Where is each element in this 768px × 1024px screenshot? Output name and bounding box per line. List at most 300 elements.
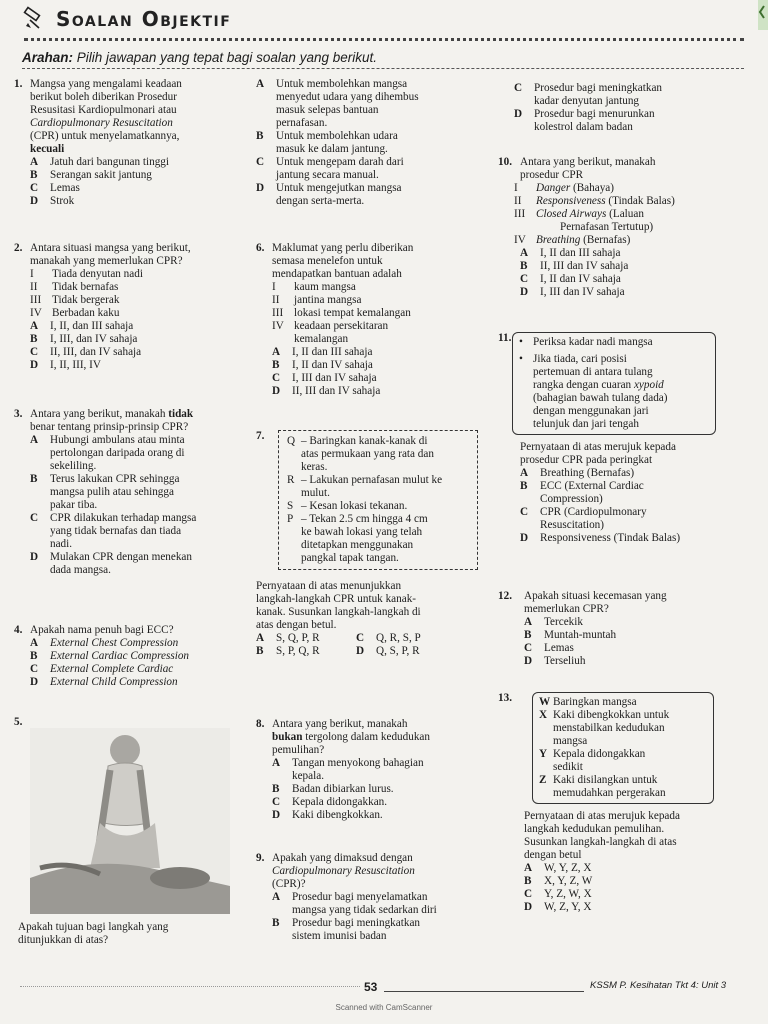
question-9-continued — [498, 82, 742, 134]
question-number: 7. — [256, 430, 265, 442]
option-line: Compression) — [540, 493, 603, 505]
roman-numeral: III — [272, 307, 284, 319]
instruction-divider — [22, 68, 744, 69]
option-text: Lemas — [50, 182, 80, 194]
option-a[interactable] — [524, 862, 742, 875]
option-text: Q, R, S, P — [376, 632, 421, 644]
step-key: X — [539, 709, 548, 721]
stem-emphasis: kecuali — [30, 143, 65, 155]
option-text: W, Z, Y, X — [544, 901, 592, 913]
option-c[interactable] — [520, 273, 742, 286]
option-text: Responsiveness (Tindak Balas) — [540, 532, 681, 544]
option-letter: D — [30, 195, 39, 207]
option-letter: A — [520, 467, 529, 479]
stem-line: atas dengan betul. — [256, 619, 337, 631]
option-b[interactable] — [30, 333, 250, 346]
option-text: S, Q, P, R — [276, 632, 320, 644]
option-line: Untuk mengepam darah dari — [276, 156, 404, 168]
roman-numeral: III — [30, 294, 42, 306]
option-d[interactable] — [30, 676, 250, 689]
statement — [514, 182, 742, 195]
step-p — [287, 513, 469, 565]
question-number: 1. — [14, 78, 23, 90]
bullet-line: (bahagian bawah tulang dada) — [533, 392, 668, 404]
question-stem — [30, 408, 250, 434]
option-c[interactable] — [30, 512, 250, 551]
question-stem — [520, 441, 742, 467]
option-d[interactable] — [30, 551, 250, 577]
statement-text: (Bernafas) — [583, 234, 631, 246]
step-z — [539, 774, 707, 800]
stem-line: berikut boleh diberikan Prosedur — [30, 91, 177, 103]
option-d[interactable] — [524, 655, 742, 668]
step-key: R — [287, 474, 295, 486]
pencil-icon — [22, 6, 48, 32]
option-letter: D — [520, 532, 529, 544]
option-text: Serangan sakit jantung — [50, 169, 152, 181]
option-d[interactable] — [272, 809, 494, 822]
option-letter: A — [30, 156, 39, 168]
option-text: Kepala didongakkan. — [292, 796, 388, 808]
option-d[interactable] — [520, 286, 742, 299]
option-letter: D — [256, 182, 265, 194]
question-13 — [498, 692, 742, 914]
question-number: 8. — [256, 718, 265, 730]
steps-box — [278, 430, 478, 570]
option-line: masuk selepas bantuan — [276, 104, 379, 116]
roman-numeral: I — [30, 268, 34, 280]
header-divider — [24, 38, 744, 41]
step-key: Y — [539, 748, 548, 760]
question-number: 9. — [256, 852, 265, 864]
bullet-line: rangka dengan cuaran — [533, 379, 632, 391]
instruction — [22, 50, 377, 65]
option-letter: A — [272, 757, 281, 769]
statement-line: kemalangan — [294, 333, 349, 345]
stem-line: Maklumat yang perlu diberikan — [272, 242, 414, 254]
statement-text: kaum mangsa — [294, 281, 356, 293]
question-stem — [520, 156, 742, 182]
statement-term: Danger — [536, 182, 571, 194]
roman-numeral: IV — [272, 320, 284, 332]
stem-line: Apakah tujuan bagi langkah yang — [18, 921, 169, 933]
option-text: External Chest Compression — [50, 637, 179, 649]
stem-line: Antara yang berikut, manakah — [30, 408, 166, 420]
option-letter: D — [524, 901, 533, 913]
option-text — [276, 182, 494, 208]
option-text: Tercekik — [544, 616, 583, 628]
question-number: 10. — [498, 156, 512, 168]
step-line: ke bawah lokasi yang telah — [301, 526, 423, 538]
footer-divider — [20, 986, 360, 987]
roman-numeral: I — [272, 281, 276, 293]
option-text: Lemas — [544, 642, 574, 654]
option-letter: C — [520, 506, 529, 518]
bullet-item: • Periksa kadar nadi mangsa — [519, 336, 709, 349]
option-a[interactable] — [30, 156, 250, 169]
option-text: Q, S, P, R — [376, 645, 420, 657]
option-letter: C — [30, 663, 39, 675]
statement — [30, 307, 250, 320]
option-d[interactable] — [30, 195, 250, 208]
question-number: 12. — [498, 590, 512, 602]
option-line: Untuk membolehkan udara — [276, 130, 398, 142]
option-letter: D — [514, 108, 523, 120]
roman-numeral: III — [514, 208, 526, 220]
option-text: Kaki dibengkokkan. — [292, 809, 383, 821]
option-letter: D — [272, 809, 281, 821]
option-letter: B — [520, 480, 528, 492]
question-number: 3. — [14, 408, 23, 420]
option-text — [540, 480, 742, 506]
option-a[interactable] — [256, 78, 494, 130]
stem-line: Antara yang berikut, manakah — [272, 718, 408, 730]
stem-emphasis: tidak — [168, 408, 194, 420]
option-text: External Complete Cardiac — [50, 663, 174, 675]
statement-text: (Laluan — [609, 208, 644, 220]
stem-line: Susunkan langkah-langkah di atas — [524, 836, 677, 848]
question-9 — [256, 852, 494, 943]
statement — [514, 208, 742, 234]
bullet-line: Jika tiada, cari posisi — [533, 353, 627, 365]
option-text: I, III dan IV sahaja — [292, 372, 377, 384]
option-c[interactable] — [356, 632, 456, 645]
option-d[interactable] — [272, 385, 494, 398]
option-text: I, II dan IV sahaja — [292, 359, 373, 371]
option-text: I, II dan III sahaja — [540, 247, 621, 259]
question-1 — [14, 78, 250, 208]
option-c[interactable] — [256, 156, 494, 182]
statement — [272, 320, 494, 346]
option-letter: D — [272, 385, 281, 397]
option-text: II, III dan IV sahaja — [292, 385, 381, 397]
option-line: Resuscitation) — [540, 519, 605, 531]
question-3 — [14, 408, 250, 577]
stem-line: prosedur CPR pada peringkat — [520, 454, 653, 466]
bullet-line: telunjuk dan jari tengah — [533, 418, 639, 430]
step-y — [539, 748, 707, 774]
option-letter: B — [256, 130, 264, 142]
option-text — [50, 512, 250, 551]
bullet-text: Periksa kadar nadi mangsa — [533, 336, 653, 348]
option-d[interactable] — [256, 182, 494, 208]
option-a[interactable] — [272, 891, 494, 917]
option-a[interactable] — [272, 346, 494, 359]
question-12 — [498, 590, 742, 668]
option-line: Prosedur bagi meningkatkan — [534, 82, 663, 94]
option-d[interactable] — [356, 645, 456, 658]
bullet-item: • Jika tiada, cari posisi pertemuan di antara tulang rangka dengan cuaran xypoid (bahagian bawah tulang dada) dengan menggunakan jari telunjuk dan jari tengah — [519, 353, 709, 431]
step-key: W — [539, 696, 551, 708]
option-letter: C — [272, 372, 281, 384]
option-b[interactable] — [256, 130, 494, 156]
scanner-watermark: Scanned with CamScanner — [335, 1003, 433, 1012]
option-text: I, II, dan III sahaja — [50, 320, 134, 332]
statement-text: Tiada denyutan nadi — [52, 268, 143, 280]
stem-line: Antara yang berikut, manakah — [520, 156, 656, 168]
option-text: I, II dan III sahaja — [292, 346, 373, 358]
statement — [514, 195, 742, 208]
statement-text: (Tindak Balas) — [608, 195, 675, 207]
option-c[interactable] — [30, 346, 250, 359]
stem-line: langkah-langkah CPR untuk kanak- — [256, 593, 417, 605]
stem-line: Cardiopulmonary Resuscitation — [272, 865, 415, 877]
cpr-photo — [30, 728, 230, 914]
step-q — [287, 435, 469, 474]
option-letter: A — [256, 78, 265, 90]
steps-box — [532, 692, 714, 804]
option-text: External Cardiac Compression — [50, 650, 190, 662]
option-line: Tangan menyokong bahagian — [292, 757, 424, 769]
option-text: Breathing (Bernafas) — [540, 467, 635, 479]
statement-text: Tidak bernafas — [52, 281, 119, 293]
option-line: mangsa pulih atau sehingga — [50, 486, 174, 498]
option-text: II, III dan IV sahaja — [540, 260, 629, 272]
option-d[interactable] — [524, 901, 742, 914]
step-w — [539, 696, 707, 709]
option-line: jantung secara manual. — [276, 169, 379, 181]
option-letter: B — [256, 645, 264, 657]
option-text — [534, 82, 742, 108]
option-a[interactable] — [520, 247, 742, 260]
option-text — [50, 551, 250, 577]
option-line: pernafasan. — [276, 117, 328, 129]
option-text — [292, 757, 494, 783]
question-number: 11. — [498, 332, 512, 344]
book-reference: KSSM P. Kesihatan Tkt 4: Unit 3 — [590, 980, 727, 991]
roman-numeral: IV — [30, 307, 42, 319]
page-tab-icon — [754, 0, 768, 30]
statement-line: keadaan persekitaran — [294, 320, 389, 332]
option-text: Terseliuh — [544, 655, 586, 667]
option-line: CPR dilakukan terhadap mangsa — [50, 512, 197, 524]
option-letter: B — [30, 333, 38, 345]
option-text — [50, 473, 250, 512]
step-line: mangsa — [553, 735, 588, 747]
option-line: dengan serta-merta. — [276, 195, 365, 207]
stem-line: Apakah situasi kecemasan yang — [524, 590, 667, 602]
option-c[interactable] — [524, 888, 742, 901]
stem-line: ditunjukkan di atas? — [18, 934, 109, 946]
step-line: – Tekan 2.5 cm hingga 4 cm — [301, 513, 428, 525]
statement-term: Responsiveness — [536, 195, 606, 207]
option-letter: A — [30, 320, 39, 332]
option-letter: A — [30, 434, 39, 446]
statement — [272, 281, 494, 294]
option-text — [276, 130, 494, 156]
option-c[interactable] — [30, 182, 250, 195]
bullet-line: dengan menggunakan jari — [533, 405, 649, 417]
question-7 — [256, 430, 494, 658]
option-text — [276, 78, 494, 130]
step-r — [287, 474, 469, 500]
option-c[interactable] — [30, 663, 250, 676]
option-text: Y, Z, W, X — [544, 888, 592, 900]
option-b[interactable] — [272, 917, 494, 943]
option-line: sistem imunisi badan — [292, 930, 387, 942]
option-line: Terus lakukan CPR sehingga — [50, 473, 180, 485]
statement-text: Berbadan kaku — [52, 307, 120, 319]
stem-line: Pernyataan di atas merujuk kepada — [520, 441, 676, 453]
option-b[interactable] — [520, 260, 742, 273]
option-a[interactable] — [256, 632, 356, 645]
option-letter: A — [272, 346, 281, 358]
option-line: dada mangsa. — [50, 564, 111, 576]
question-stem — [256, 580, 494, 632]
step-line: keras. — [301, 461, 328, 473]
option-text: II, III, dan IV sahaja — [50, 346, 142, 358]
question-5-options — [256, 78, 494, 208]
option-a[interactable] — [520, 467, 742, 480]
option-letter: A — [272, 891, 281, 903]
option-letter: C — [524, 888, 533, 900]
option-a[interactable] — [30, 320, 250, 333]
option-letter: C — [272, 796, 281, 808]
question-stem — [30, 78, 250, 156]
question-stem — [524, 810, 742, 862]
step-key: Q — [287, 435, 296, 447]
option-text — [50, 434, 250, 473]
step-line: mulut. — [301, 487, 330, 499]
option-c[interactable] — [272, 372, 494, 385]
option-text: X, Y, Z, W — [544, 875, 593, 887]
option-letter: B — [524, 875, 532, 887]
stem-line: memerlukan CPR? — [524, 603, 609, 615]
option-c[interactable] — [520, 506, 742, 532]
statement — [272, 294, 494, 307]
option-text: External Child Compression — [50, 676, 178, 688]
statement-text — [294, 320, 494, 346]
option-text: I, II, III, IV — [50, 359, 101, 371]
option-letter: B — [524, 629, 532, 641]
option-line: nadi. — [50, 538, 73, 550]
option-line: menyedut udara yang dihembus — [276, 91, 419, 103]
section-header — [22, 2, 542, 36]
question-stem: Apakah nama penuh bagi ECC? — [30, 624, 174, 636]
option-b[interactable] — [30, 473, 250, 512]
option-line: CPR (Cardiopulmonary — [540, 506, 647, 518]
stem-line: benar tentang prinsip-prinsip CPR? — [30, 421, 189, 433]
option-b[interactable] — [524, 875, 742, 888]
option-letter: A — [30, 637, 39, 649]
question-2 — [14, 242, 250, 372]
option-letter: C — [30, 182, 39, 194]
option-letter: B — [272, 917, 280, 929]
step-line: Kaki disilangkan untuk — [553, 774, 658, 786]
option-line: Mulakan CPR dengan menekan — [50, 551, 192, 563]
option-letter: A — [520, 247, 529, 259]
option-b[interactable] — [30, 650, 250, 663]
stem-line: prosedur CPR — [520, 169, 584, 181]
step-key: S — [287, 500, 294, 512]
option-a[interactable] — [524, 616, 742, 629]
option-b[interactable] — [520, 480, 742, 506]
option-text: S, P, Q, R — [276, 645, 320, 657]
option-line: kolestrol dalam badan — [534, 121, 633, 133]
option-a[interactable] — [30, 434, 250, 473]
option-text: W, Y, Z, X — [544, 862, 592, 874]
option-letter: B — [272, 359, 280, 371]
option-text — [276, 156, 494, 182]
option-a[interactable] — [272, 757, 494, 783]
option-line: Untuk mengejutkan mangsa — [276, 182, 402, 194]
option-b[interactable] — [524, 629, 742, 642]
stem-line: kanak. Susunkan langkah-langkah di — [256, 606, 421, 618]
option-text — [534, 108, 742, 134]
option-d[interactable] — [520, 532, 742, 545]
question-10 — [498, 156, 742, 299]
step-line: Kepala didongakkan — [553, 748, 646, 760]
option-letter: D — [524, 655, 533, 667]
option-d[interactable] — [514, 108, 742, 134]
question-8 — [256, 718, 494, 822]
option-b[interactable] — [30, 169, 250, 182]
step-key: P — [287, 513, 294, 525]
option-a[interactable] — [30, 637, 250, 650]
option-b[interactable] — [272, 359, 494, 372]
instruction-text: Pilih jawapan yang tepat bagi soalan yang berikut. — [76, 50, 377, 65]
step-line: – Kesan lokasi tekanan. — [301, 500, 408, 512]
stem-line: manakah yang memerlukan CPR? — [30, 255, 183, 267]
step-line: atas permukaan yang rata dan — [301, 448, 434, 460]
option-text: Jatuh dari bangunan tinggi — [50, 156, 169, 168]
option-letter: D — [520, 286, 529, 298]
option-text: I, III dan IV sahaja — [540, 286, 625, 298]
option-line: masuk ke dalam jantung. — [276, 143, 388, 155]
option-c[interactable] — [272, 796, 494, 809]
step-line: Baringkan mangsa — [553, 696, 637, 708]
option-b[interactable] — [272, 783, 494, 796]
roman-numeral: II — [514, 195, 522, 207]
stem-line: Mangsa yang mengalami keadaan — [30, 78, 182, 90]
statement — [272, 307, 494, 320]
question-number: 6. — [256, 242, 265, 254]
step-line: sedikit — [553, 761, 583, 773]
roman-numeral: II — [30, 281, 38, 293]
option-text: Muntah-muntah — [544, 629, 617, 641]
bullet-line: pertemuan di antara tulang — [533, 366, 653, 378]
statement-term: Breathing — [536, 234, 581, 246]
option-letter: C — [30, 346, 39, 358]
question-number: 13. — [498, 692, 512, 704]
option-line: mangsa yang tidak sedarkan diri — [292, 904, 437, 916]
statement — [30, 294, 250, 307]
stem-line: dengan betul — [524, 849, 582, 861]
option-letter: A — [524, 616, 533, 628]
option-text — [292, 917, 494, 943]
question-number: 5. — [14, 716, 23, 728]
statement — [30, 281, 250, 294]
stem-line: Apakah yang dimaksud dengan — [272, 852, 413, 864]
step-line: pangkal tapak tangan. — [301, 552, 399, 564]
option-d[interactable] — [30, 359, 250, 372]
option-c[interactable] — [514, 82, 742, 108]
option-letter: B — [520, 260, 528, 272]
option-line: ECC (External Cardiac — [540, 480, 644, 492]
step-line: menstabilkan kedudukan — [553, 722, 665, 734]
option-line: sekeliling. — [50, 460, 97, 472]
option-letter: D — [30, 551, 39, 563]
stem-line: Cardiopulmonary Resuscitation — [30, 117, 173, 129]
statement-text: jantina mangsa — [294, 294, 362, 306]
stem-line: Pernyataan di atas menunjukkan — [256, 580, 402, 592]
question-stem — [524, 590, 742, 616]
stem-line: langkah kedudukan pemulihan. — [524, 823, 665, 835]
stem-line: (CPR) untuk menyelamatkannya, — [30, 130, 180, 142]
option-b[interactable] — [256, 645, 356, 658]
option-c[interactable] — [524, 642, 742, 655]
step-line: – Lakukan pernafasan mulut ke — [301, 474, 443, 486]
